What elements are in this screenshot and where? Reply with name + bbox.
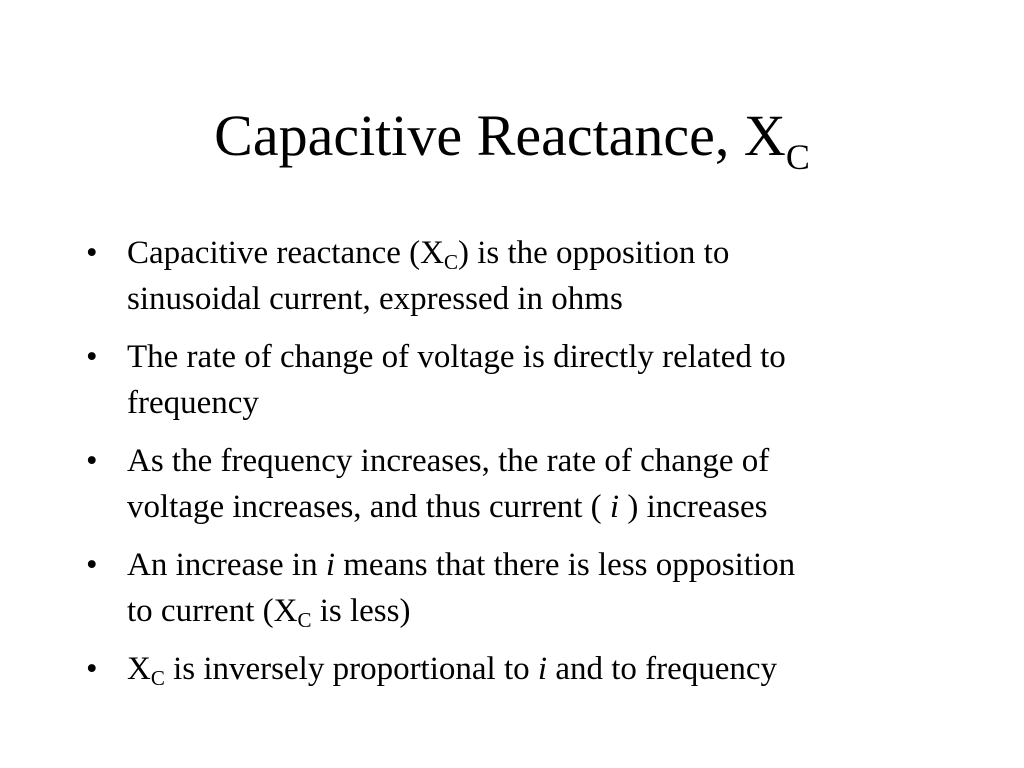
bullet-marker: • xyxy=(86,547,98,583)
bullet-4-italic-i: i xyxy=(325,547,336,583)
bullet-list xyxy=(86,230,966,704)
bullet-5-text-c: and to frequency xyxy=(547,651,778,687)
title-subscript: C xyxy=(785,137,810,177)
bullet-2-text-a: The rate of change of voltage is directly related to xyxy=(127,339,786,375)
bullet-3-text-a: As the frequency increases, the rate of change of xyxy=(127,443,770,479)
bullet-item-3 xyxy=(86,438,966,530)
bullet-1-subscript: C xyxy=(443,250,458,274)
bullet-5-italic-i: i xyxy=(537,651,548,687)
bullet-5-text-b: is inversely proportional to xyxy=(164,651,538,687)
bullet-4-subscript: C xyxy=(297,608,312,632)
bullet-item-1 xyxy=(86,230,966,322)
bullet-1-text-a: Capacitive reactance (X xyxy=(127,235,444,271)
bullet-3-text-c: ) increases xyxy=(619,489,768,525)
bullet-4-text-b: means that there is less opposition xyxy=(335,547,796,583)
bullet-marker: • xyxy=(86,339,98,375)
bullet-3-text-b: voltage increases, and thus current ( xyxy=(127,489,610,525)
bullet-4-text-c: to current (X xyxy=(127,593,298,629)
bullet-1-text-b: ) is the opposition to xyxy=(457,235,730,271)
bullet-marker: • xyxy=(86,651,98,687)
bullet-5-text-a: X xyxy=(127,651,151,687)
bullet-2-text-b: frequency xyxy=(127,385,259,421)
bullet-item-5 xyxy=(86,646,966,692)
title-text: Capacitive Reactance, X xyxy=(214,103,786,168)
bullet-marker: • xyxy=(86,443,98,479)
bullet-4-text-a: An increase in xyxy=(127,547,326,583)
bullet-marker: • xyxy=(86,235,98,271)
bullet-5-subscript: C xyxy=(150,666,165,690)
bullet-item-4 xyxy=(86,542,966,634)
slide-title xyxy=(0,101,1024,177)
bullet-1-text-c: sinusoidal current, expressed in ohms xyxy=(127,281,623,317)
bullet-3-italic-i: i xyxy=(609,489,620,525)
bullet-item-2 xyxy=(86,334,966,426)
bullet-4-text-d: is less) xyxy=(311,593,411,629)
